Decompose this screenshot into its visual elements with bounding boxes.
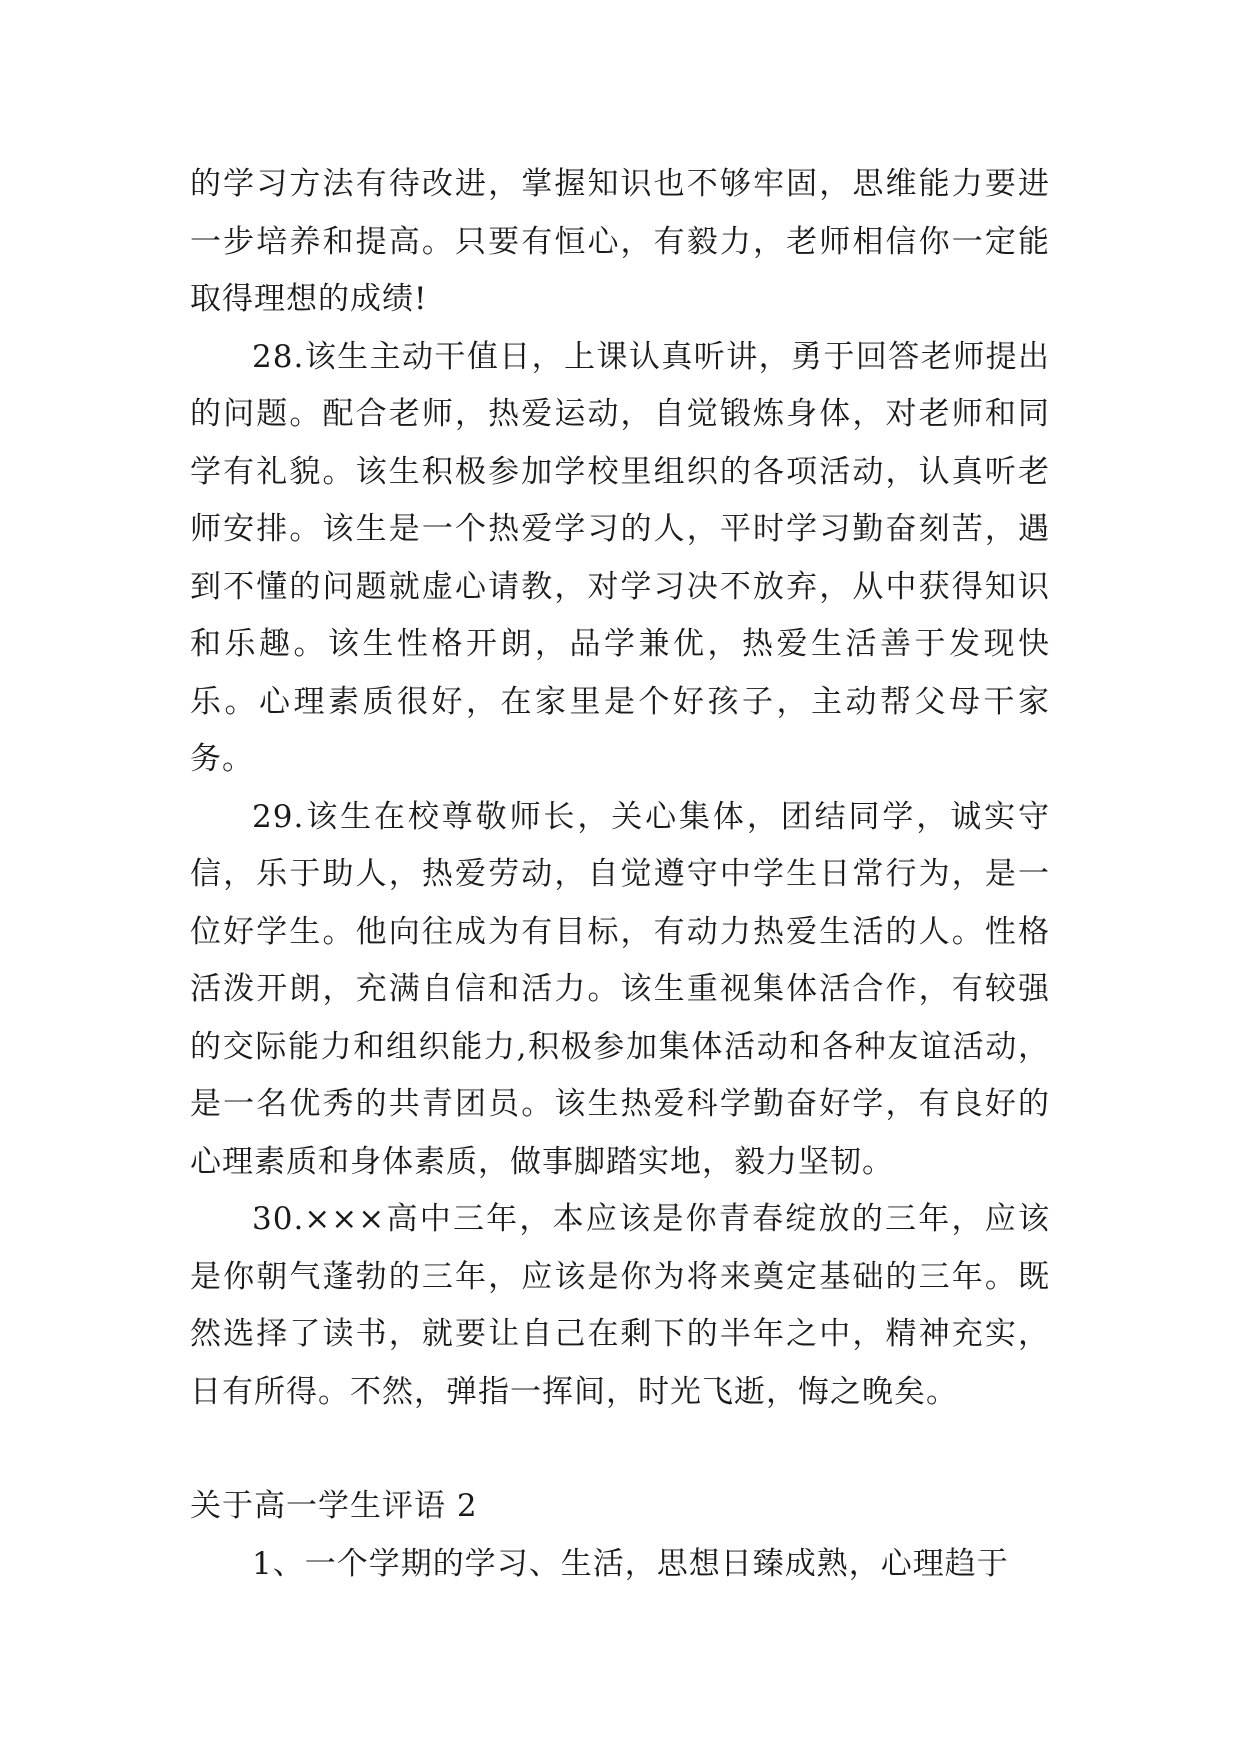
paragraph-comment-30: 30.×××高中三年，本应该是你青春绽放的三年，应该是你朝气蓬勃的三年，应该是你为将来奠定基础的三年。既然选择了读书，就要让自己在剩下的半年之中，精神充实，日有所得。不然，弹指一挥间，时光飞逝，悔之晚矣。 <box>190 1201 1050 1410</box>
paragraph-section-item-1: 1、一个学期的学习、生活，思想日臻成熟，心理趋于 <box>252 1545 1009 1582</box>
paragraph-continued: 的学习方法有待改进，掌握知识也不够牢固，思维能力要进一步培养和提高。只要有恒心，有毅力，老师相信你一定能取得理想的成绩! <box>190 166 1050 317</box>
section-heading: 关于高一学生评语 2 <box>190 1488 478 1524</box>
document-body <box>190 156 1050 1593</box>
paragraph-comment-29: 29.该生在校尊敬师长，关心集体，团结同学，诚实守信，乐于助人，热爱劳动，自觉遵守中学生日常行为，是一位好学生。他向往成为有目标，有动力热爱生活的人。性格活泼开朗，充满自信和活力。该生重视集体活合作，有较强的交际能力和组织能力,积极参加集体活动和各种友谊活动，是一名优秀的共青团员。该生热爱科学勤奋好学，有良好的心理素质和身体素质，做事脚踏实地，毅力坚韧。 <box>190 798 1050 1180</box>
paragraph-comment-28: 28.该生主动干值日，上课认真听讲，勇于回答老师提出的问题。配合老师，热爱运动，自觉锻炼身体，对老师和同学有礼貌。该生积极参加学校里组织的各项活动，认真听老师安排。该生是一个热爱学习的人，平时学习勤奋刻苦，遇到不懂的问题就虚心请教，对学习决不放弃，从中获得知识和乐趣。该生性格开朗，品学兼优，热爱生活善于发现快乐。心理素质很好，在家里是个好孩子，主动帮父母干家务。 <box>190 338 1050 777</box>
